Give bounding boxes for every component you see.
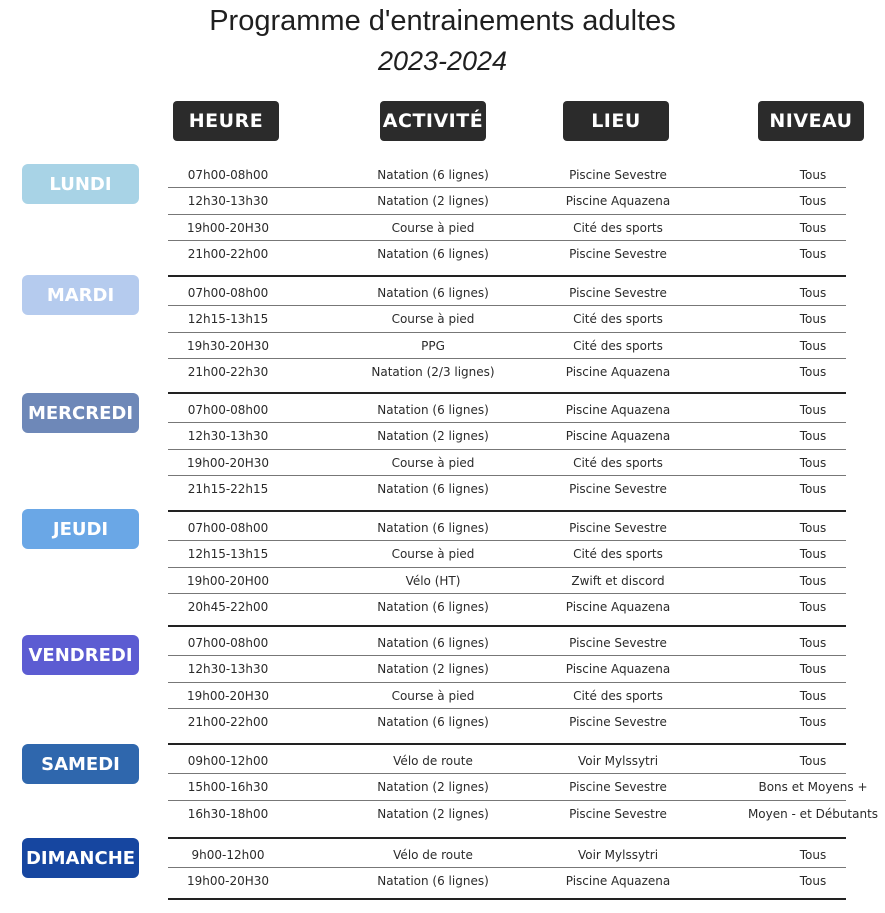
cell-level: Tous [799, 455, 827, 470]
table-row [168, 215, 846, 241]
cell-place: Piscine Aquazena [565, 662, 671, 677]
cell-time: 19h00-20H30 [186, 688, 270, 703]
cell-level: Tous [799, 636, 827, 650]
table-row [168, 515, 846, 541]
table-row [168, 306, 846, 332]
cell-place: Cité des sports [573, 220, 663, 235]
cell-activity: Natation (2 lignes) [377, 194, 489, 209]
cell-place: Piscine Aquazena [565, 403, 671, 417]
cell-place: Piscine Sevestre [569, 168, 667, 182]
cell-place: Zwift et discord [571, 573, 665, 588]
table-row [168, 162, 846, 188]
table-row [168, 801, 879, 827]
table-row [168, 280, 846, 306]
cell-level: Tous [799, 286, 827, 300]
table-row [168, 359, 846, 385]
header-activite: ACTIVITÉ [380, 101, 486, 141]
cell-activity: Vélo (HT) [405, 573, 461, 588]
cell-activity: Natation (6 lignes) [377, 286, 489, 300]
cell-activity: PPG [421, 338, 445, 353]
cell-activity: Course à pied [391, 220, 475, 235]
cell-level: Tous [799, 874, 827, 889]
cell-activity: Vélo de route [393, 754, 473, 768]
cell-level: Tous [799, 338, 827, 353]
cell-activity: Natation (6 lignes) [377, 247, 489, 262]
cell-activity: Natation (6 lignes) [377, 521, 489, 535]
cell-place: Piscine Sevestre [569, 286, 667, 300]
cell-place: Piscine Aquazena [565, 874, 671, 889]
table-row [168, 423, 846, 449]
cell-time: 15h00-16h30 [187, 780, 269, 795]
day-separator [168, 625, 846, 627]
cell-level: Tous [799, 715, 827, 730]
day-separator [168, 743, 846, 745]
table-bottom-border [168, 898, 846, 900]
table-row [168, 683, 846, 709]
cell-time: 20h45-22h00 [187, 600, 269, 615]
header-niveau: NIVEAU [758, 101, 864, 141]
table-row [168, 748, 846, 774]
cell-time: 12h15-13h15 [187, 547, 269, 562]
header-lieu: LIEU [563, 101, 669, 141]
day-label-mardi: MARDI [22, 275, 139, 315]
cell-level: Tous [799, 194, 827, 209]
cell-level: Tous [799, 688, 827, 703]
cell-level: Tous [799, 754, 827, 768]
cell-place: Cité des sports [573, 338, 663, 353]
cell-level: Tous [799, 403, 827, 417]
cell-place: Piscine Sevestre [569, 521, 667, 535]
cell-activity: Natation (2 lignes) [377, 429, 489, 444]
cell-time: 12h15-13h15 [187, 312, 269, 327]
cell-level: Tous [799, 220, 827, 235]
cell-level: Moyen - et Débutants [747, 806, 879, 821]
cell-level: Tous [799, 429, 827, 444]
cell-activity: Natation (2/3 lignes) [371, 365, 495, 380]
cell-activity: Natation (6 lignes) [377, 600, 489, 615]
cell-time: 21h00-22h00 [187, 247, 269, 262]
page-subtitle: 2023-2024 [377, 46, 508, 76]
cell-place: Cité des sports [573, 455, 663, 470]
cell-time: 07h00-08h00 [187, 636, 269, 650]
table-row [168, 842, 846, 868]
cell-level: Tous [799, 848, 827, 862]
cell-level: Tous [799, 482, 827, 497]
cell-time: 07h00-08h00 [187, 286, 269, 300]
cell-level: Tous [799, 365, 827, 380]
cell-place: Piscine Sevestre [569, 482, 667, 497]
cell-activity: Natation (2 lignes) [377, 780, 489, 795]
header-heure: HEURE [173, 101, 279, 141]
cell-time: 12h30-13h30 [187, 194, 269, 209]
cell-time: 07h00-08h00 [187, 168, 269, 182]
day-separator [168, 392, 846, 394]
cell-activity: Vélo de route [393, 848, 473, 862]
cell-level: Tous [799, 168, 827, 182]
cell-place: Piscine Sevestre [569, 780, 667, 795]
day-label-dimanche: DIMANCHE [22, 838, 139, 878]
cell-time: 19h00-20H30 [186, 455, 270, 470]
table-row [168, 450, 846, 476]
table-row [168, 568, 846, 594]
cell-place: Cité des sports [573, 688, 663, 703]
page-title: Programme d'entrainements adultes [209, 5, 676, 37]
table-row [168, 188, 846, 214]
table-row [168, 241, 846, 267]
cell-time: 21h00-22h00 [187, 715, 269, 730]
cell-level: Tous [799, 247, 827, 262]
cell-activity: Course à pied [391, 455, 475, 470]
table-row [168, 656, 846, 682]
cell-place: Piscine Sevestre [569, 715, 667, 730]
cell-activity: Natation (6 lignes) [377, 482, 489, 497]
cell-place: Voir Mylssytri [577, 848, 659, 862]
cell-time: 07h00-08h00 [187, 403, 269, 417]
cell-activity: Natation (2 lignes) [377, 662, 489, 677]
cell-place: Piscine Aquazena [565, 429, 671, 444]
cell-place: Cité des sports [573, 312, 663, 327]
cell-time: 19h30-20H30 [186, 338, 270, 353]
cell-place: Piscine Sevestre [569, 636, 667, 650]
cell-place: Piscine Aquazena [565, 600, 671, 615]
day-separator [168, 837, 846, 839]
table-row [168, 630, 846, 656]
cell-time: 19h00-20H30 [186, 874, 270, 889]
cell-time: 09h00-12h00 [187, 754, 269, 768]
table-row [168, 594, 846, 620]
day-label-jeudi: JEUDI [22, 509, 139, 549]
cell-time: 21h15-22h15 [187, 482, 269, 497]
cell-activity: Course à pied [391, 312, 475, 327]
cell-time: 19h00-20H00 [186, 573, 270, 588]
day-label-mercredi: MERCREDI [22, 393, 139, 433]
day-label-lundi: LUNDI [22, 164, 139, 204]
day-label-samedi: SAMEDI [22, 744, 139, 784]
cell-activity: Course à pied [391, 547, 475, 562]
cell-level: Tous [799, 600, 827, 615]
cell-place: Piscine Sevestre [569, 806, 667, 821]
cell-time: 21h00-22h30 [187, 365, 269, 380]
cell-level: Tous [799, 547, 827, 562]
table-row [168, 868, 846, 894]
cell-place: Piscine Aquazena [565, 365, 671, 380]
table-row [168, 709, 846, 735]
table-row [168, 476, 846, 502]
cell-time: 19h00-20H30 [186, 220, 270, 235]
cell-place: Piscine Aquazena [565, 194, 671, 209]
table-row [168, 541, 846, 567]
table-row [168, 333, 846, 359]
day-separator [168, 275, 846, 277]
day-label-vendredi: VENDREDI [22, 635, 139, 675]
cell-time: 07h00-08h00 [187, 521, 269, 535]
cell-level: Tous [799, 521, 827, 535]
cell-activity: Course à pied [391, 688, 475, 703]
cell-time: 12h30-13h30 [187, 429, 269, 444]
cell-activity: Natation (6 lignes) [377, 715, 489, 730]
cell-place: Piscine Sevestre [569, 247, 667, 262]
cell-time: 12h30-13h30 [187, 662, 269, 677]
cell-level: Tous [799, 573, 827, 588]
cell-level: Tous [799, 662, 827, 677]
cell-activity: Natation (6 lignes) [377, 636, 489, 650]
cell-activity: Natation (6 lignes) [377, 874, 489, 889]
cell-activity: Natation (6 lignes) [377, 168, 489, 182]
cell-place: Voir Mylssytri [577, 754, 659, 768]
table-row [168, 397, 846, 423]
cell-time: 16h30-18h00 [187, 806, 269, 821]
cell-activity: Natation (6 lignes) [377, 403, 489, 417]
cell-level: Tous [799, 312, 827, 327]
cell-activity: Natation (2 lignes) [377, 806, 489, 821]
table-row [168, 774, 868, 800]
cell-place: Cité des sports [573, 547, 663, 562]
day-separator [168, 510, 846, 512]
cell-level: Bons et Moyens + [758, 780, 868, 795]
cell-time: 9h00-12h00 [191, 848, 265, 862]
